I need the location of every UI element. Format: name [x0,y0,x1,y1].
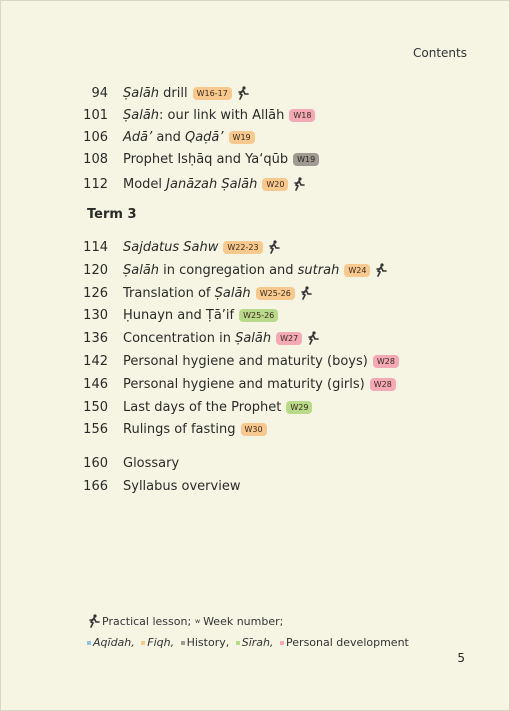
toc-page-number: 108 [83,151,108,167]
running-figure-icon [236,86,249,100]
toc-title [123,331,319,346]
toc-title-part: Ḥunayn and Ṭā’if [123,307,235,323]
section-header: Contents [413,46,467,60]
toc-page-number: 94 [91,85,108,101]
toc-entry[interactable] [0,284,510,302]
toc-title [123,108,315,123]
running-figure-icon [292,177,305,191]
toc-page-number: 114 [83,239,108,255]
toc-title-part: Model [123,176,167,192]
legend-week-label: Week number; [203,614,284,628]
toc-entry[interactable] [0,329,510,347]
week-badge: W19 [229,131,255,144]
legend-line-1 [87,614,283,628]
toc-title-part: Ṣalāh [123,107,160,123]
toc-title-part: Rulings of fasting [123,421,236,437]
toc-title [123,286,312,301]
week-badge: W29 [286,401,312,414]
category-label: Sīrah, [241,636,278,649]
toc-entry[interactable] [0,261,510,279]
toc-page-number: 106 [83,129,108,145]
toc-entry[interactable] [0,306,510,324]
toc-title-part: drill [159,85,188,101]
toc-title [123,456,179,471]
toc-title-part: in congregation and [159,262,298,278]
week-badge: W16-17 [193,87,232,100]
toc-title-part: Concentration in [123,330,236,346]
toc-page-number: 142 [83,353,108,369]
toc-entry[interactable] [0,84,510,102]
toc-entry[interactable] [0,420,510,438]
running-figure-icon [87,614,100,628]
category-color-swatch [181,641,185,645]
category-label: Fiqh, [147,636,178,649]
toc-title-part: Personal hygiene and maturity (boys) [123,353,368,369]
toc-entry[interactable] [0,238,510,256]
toc-title [123,177,305,192]
toc-title-part: Translation of [123,285,215,301]
toc-title [123,377,396,392]
toc-title [123,479,240,494]
week-badge: W28 [373,355,399,368]
running-figure-icon [306,331,319,345]
week-badge: W24 [344,264,370,277]
toc-title [123,422,267,437]
toc-title-part: Janāzah Ṣalāh [166,176,258,192]
toc-title-part: Adā’ [123,129,153,145]
toc-title [123,86,249,101]
legend-line-2 [87,636,412,649]
week-badge: W19 [293,153,319,166]
legend-week-symbol: w [195,617,201,625]
toc-page-number: 130 [83,307,108,323]
toc-entry[interactable] [0,175,510,193]
toc-entry[interactable] [0,398,510,416]
running-figure-icon [299,286,312,300]
toc-page-number: 101 [83,107,108,123]
week-badge: W28 [370,378,396,391]
toc-title-part: Glossary [123,455,180,471]
running-figure-icon [374,263,387,277]
category-label: History, [186,636,233,649]
term-heading: Term 3 [87,207,137,222]
category-label: Personal development [286,636,413,649]
toc-title-part: and [152,129,185,145]
toc-entry[interactable] [0,454,510,472]
toc-title [123,240,280,255]
legend-practical-label: Practical lesson; [102,614,192,628]
toc-page-number: 120 [83,262,108,278]
toc-title-part: Ṣalāh [214,285,251,301]
toc-entry[interactable] [0,128,510,146]
toc-page-number: 160 [83,455,108,471]
toc-page-number: 136 [83,330,108,346]
toc-page-number: 146 [83,376,108,392]
toc-title [123,130,255,145]
toc-page-number: 156 [83,421,108,437]
category-color-swatch [280,641,284,645]
page-number: 5 [457,651,465,665]
toc-title-part: Last days of the Prophet [123,399,282,415]
category-color-swatch [87,641,91,645]
running-figure-icon [267,240,280,254]
toc-title-part: Personal hygiene and maturity (girls) [123,376,365,392]
week-badge: W20 [262,178,288,191]
category-label: Aqīdah, [93,636,139,649]
toc-title-part: Syllabus overview [123,478,241,494]
toc-title [123,400,312,415]
toc-page-number: 126 [83,285,108,301]
toc-title [123,354,399,369]
toc-title-part: Ṣalāh [123,85,160,101]
toc-title [123,308,278,323]
category-color-swatch [236,641,240,645]
week-badge: W18 [289,109,315,122]
toc-title-part: sutrah [297,262,340,278]
week-badge: W30 [241,423,267,436]
toc-title-part: Ṣalāh [123,262,160,278]
toc-entry[interactable] [0,375,510,393]
toc-page-number: 150 [83,399,108,415]
toc-entry[interactable] [0,150,510,168]
toc-title-part: Ṣalāh [235,330,272,346]
category-color-swatch [141,641,145,645]
toc-page-number: 166 [83,478,108,494]
toc-title [123,263,387,278]
toc-page-number: 112 [83,176,108,192]
toc-title-part: Prophet Isḥāq and Ya‘qūb [123,151,289,167]
toc-title-part: Qaḍā’ [184,129,224,145]
week-badge: W25-26 [239,309,278,322]
toc-title [123,152,319,167]
week-badge: W27 [276,332,302,345]
toc-entry[interactable] [0,352,510,370]
toc-entry[interactable] [0,477,510,495]
week-badge: W25-26 [256,287,295,300]
toc-title-part: : our link with Allāh [159,107,285,123]
toc-title-part: Sajdatus Sahw [123,239,219,255]
week-badge: W22-23 [223,241,262,254]
toc-entry[interactable] [0,106,510,124]
